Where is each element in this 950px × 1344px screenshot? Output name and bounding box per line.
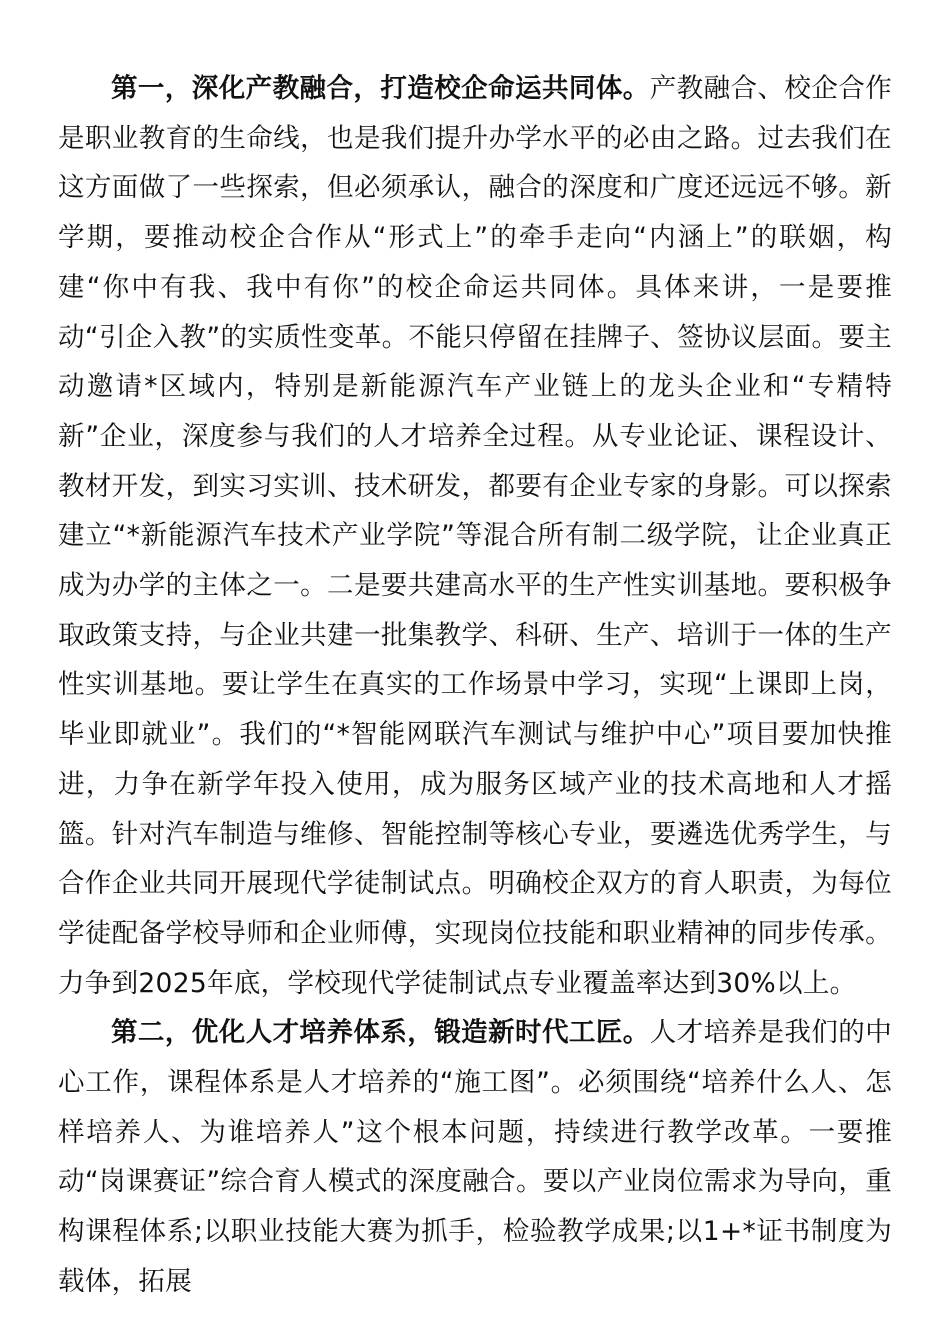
paragraph-first-body: 产教融合、校企合作是职业教育的生命线，也是我们提升办学水平的必由之路。过去我们在这方面做了一些探索，但必须承认，融合的深度和广度还远远不够。新学期，要推动校企合作从“形式上”的牵手走向“内涵上”的联姻，构建“你中有我、我中有你”的校企命运共同体。具体来讲，一是要推动“引企入教”的实质性变革。不能只停留在挂牌子、签协议层面。要主动邀请*区域内，特别是新能源汽车产业链上的龙头企业和“专精特新”企业，深度参与我们的人才培养全过程。从专业论证、课程设计、教材开发，到实习实训、技术研发，都要有企业专家的身影。可以探索建立“*新能源汽车技术产业学院”等混合所有制二级学院，让企业真正成为办学的主体之一。二是要共建高水平的生产性实训基地。要积极争取政策支持，与企业共建一批集教学、科研、生产、培训于一体的生产性实训基地。要让学生在真实的工作场景中学习，实现“上课即上岗，毕业即就业”。我们的“*智能网联汽车测试与维护中心”项目要加快推进，力争在新学年投入使用，成为服务区域产业的技术高地和人才摇篮。针对汽车制造与维修、智能控制等核心专业，要遴选优秀学生，与合作企业共同开展现代学徒制试点。明确校企双方的育人职责，为每位学徒配备学校导师和企业师傅，实现岗位技能和职业精神的同步传承。力争到2025年底，学校现代学徒制试点专业覆盖率达到30%以上。 <box>58 73 893 999</box>
paragraph-first <box>58 64 892 1008</box>
paragraph-second <box>58 1008 892 1306</box>
paragraph-second-body: 人才培养是我们的中心工作，课程体系是人才培养的“施工图”。必须围绕“培养什么人、怎样培养人、为谁培养人”这个根本问题，持续进行教学改革。一要推动“岗课赛证”综合育人模式的深度融合。要以产业岗位需求为导向，重构课程体系;以职业技能大赛为抓手，检验教学成果;以1+*证书制度为载体，拓展 <box>58 1017 893 1297</box>
paragraph-first-heading: 第一，深化产教融合，打造校企命运共同体。 <box>111 73 650 104</box>
paragraph-second-heading: 第二，优化人才培养体系，锻造新时代工匠。 <box>111 1017 650 1049</box>
